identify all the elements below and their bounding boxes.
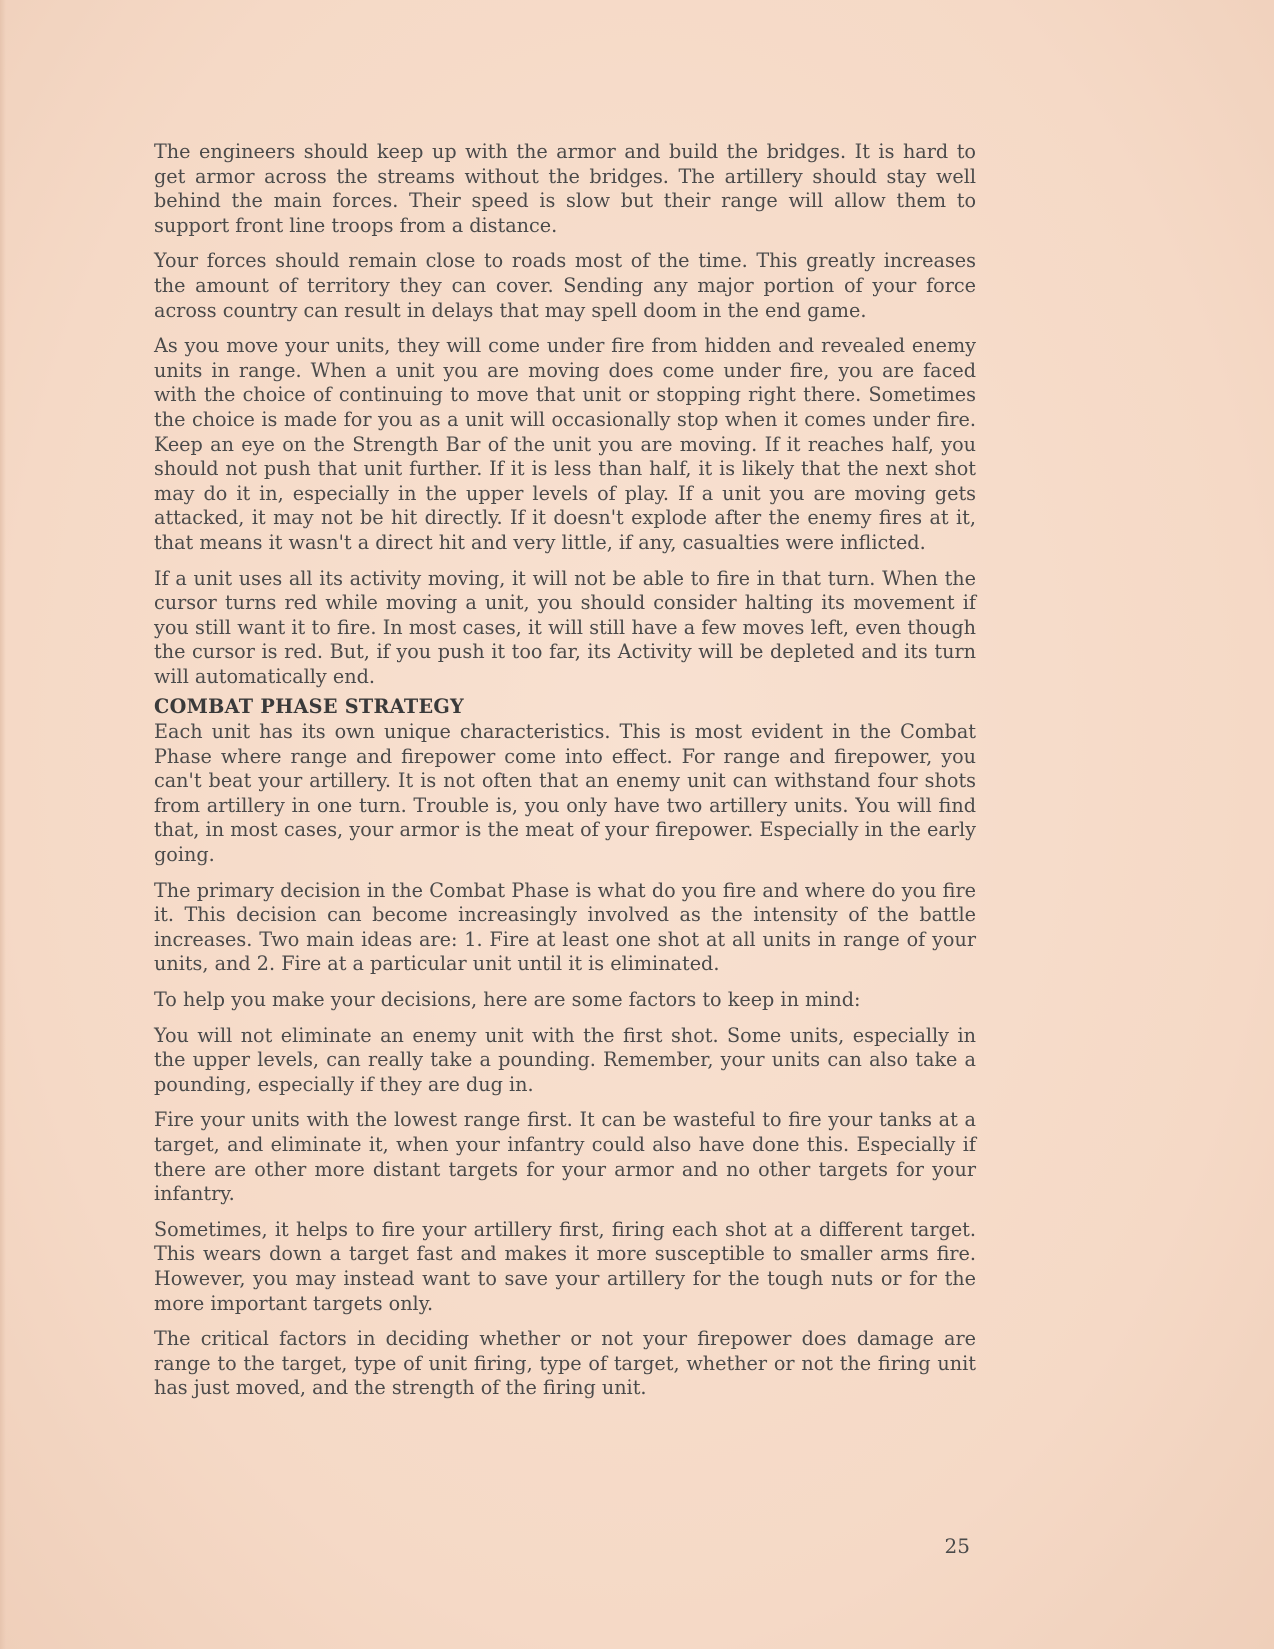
paragraph-factors-intro: To help you make your decisions, here are some factors to keep in mind: <box>154 988 861 1011</box>
page-body <box>154 140 976 1412</box>
paragraph-critical-factors: The critical factors in deciding whether or not your firepower does damage are range to the target, type of unit firing, type of target, whether or not the firing unit has just moved, and the strength of the firing unit. <box>154 1327 976 1400</box>
paragraph-first-shot: You will not eliminate an enemy unit with the first shot. Some units, especially in the upper levels, can really take a pounding. Remember, your units can also take a pounding, especially if they are dug in. <box>154 1023 976 1096</box>
section-heading: COMBAT PHASE STRATEGY <box>154 695 465 719</box>
page-edge-shadow <box>0 0 6 1649</box>
paragraph-unit-characteristics: Each unit has its own unique characteristics. This is most evident in the Combat Phase where range and firepower come into effect. For range and firepower, you can't beat your artillery. It is not often that an enemy unit can withstand four shots from artillery in one turn. Trouble is, you only have two artillery units. You will find that, in most cases, your armor is the meat of your firepower. Especially in the early going. <box>154 720 976 867</box>
paragraph-engineers: The engineers should keep up with the armor and build the bridges. It is hard to get armor across the streams without the bridges. The artillery should stay well behind the main forces. Their speed is slow but their range will allow them to support front line troops from a distance. <box>154 140 976 237</box>
paragraph-moving-under-fire: As you move your units, they will come under fire from hidden and revealed enemy units in range. When a unit you are moving does come under fire, you are faced with the choice of continuing to move that unit or stopping right there. Sometimes the choice is made for you as a unit will occasionally stop when it comes under fire. Keep an eye on the Strength Bar of the unit you are moving. If it reaches half, you should not push that unit further. If it is less than half, it is likely that the next shot may do it in, especially in the upper levels of play. If a unit you are moving gets attacked, it may not be hit directly. If it doesn't explode after the enemy fires at it, that means it wasn't a direct hit and very little, if any, casualties were inflicted. <box>154 334 976 554</box>
paragraph-roads: Your forces should remain close to roads most of the time. This greatly increases the amount of territory they can cover. Sending any major portion of your force across country can result in delays that may spell doom in the end game. <box>154 249 976 322</box>
page-number: 25 <box>944 1534 970 1558</box>
paragraph-primary-decision: The primary decision in the Combat Phase is what do you fire and where do you fire it. This decision can become increasingly involved as the intensity of the battle increases. Two main ideas are: 1. Fire at least one shot at all units in range of your units, and 2. Fire at a particular unit until it is eliminated. <box>154 878 976 976</box>
paragraph-lowest-range: Fire your units with the lowest range first. It can be wasteful to fire your tanks at a target, and eliminate it, when your infantry could also have done this. Especially if there are other more distant targets for your armor and no other targets for your infantry. <box>154 1108 976 1206</box>
paragraph-activity: If a unit uses all its activity moving, it will not be able to fire in that turn. When the cursor turns red while moving a unit, you should consider halting its movement if you still want it to fire. In most cases, it will still have a few moves left, even though the cursor is red. But, if you push it too far, its Activity will be depleted and its turn will automatically end. <box>154 566 976 688</box>
paragraph-artillery-first: Sometimes, it helps to fire your artillery first, firing each shot at a different target. This wears down a target fast and makes it more susceptible to smaller arms fire. However, you may instead want to save your artillery for the tough nuts or for the more important targets only. <box>154 1217 976 1315</box>
